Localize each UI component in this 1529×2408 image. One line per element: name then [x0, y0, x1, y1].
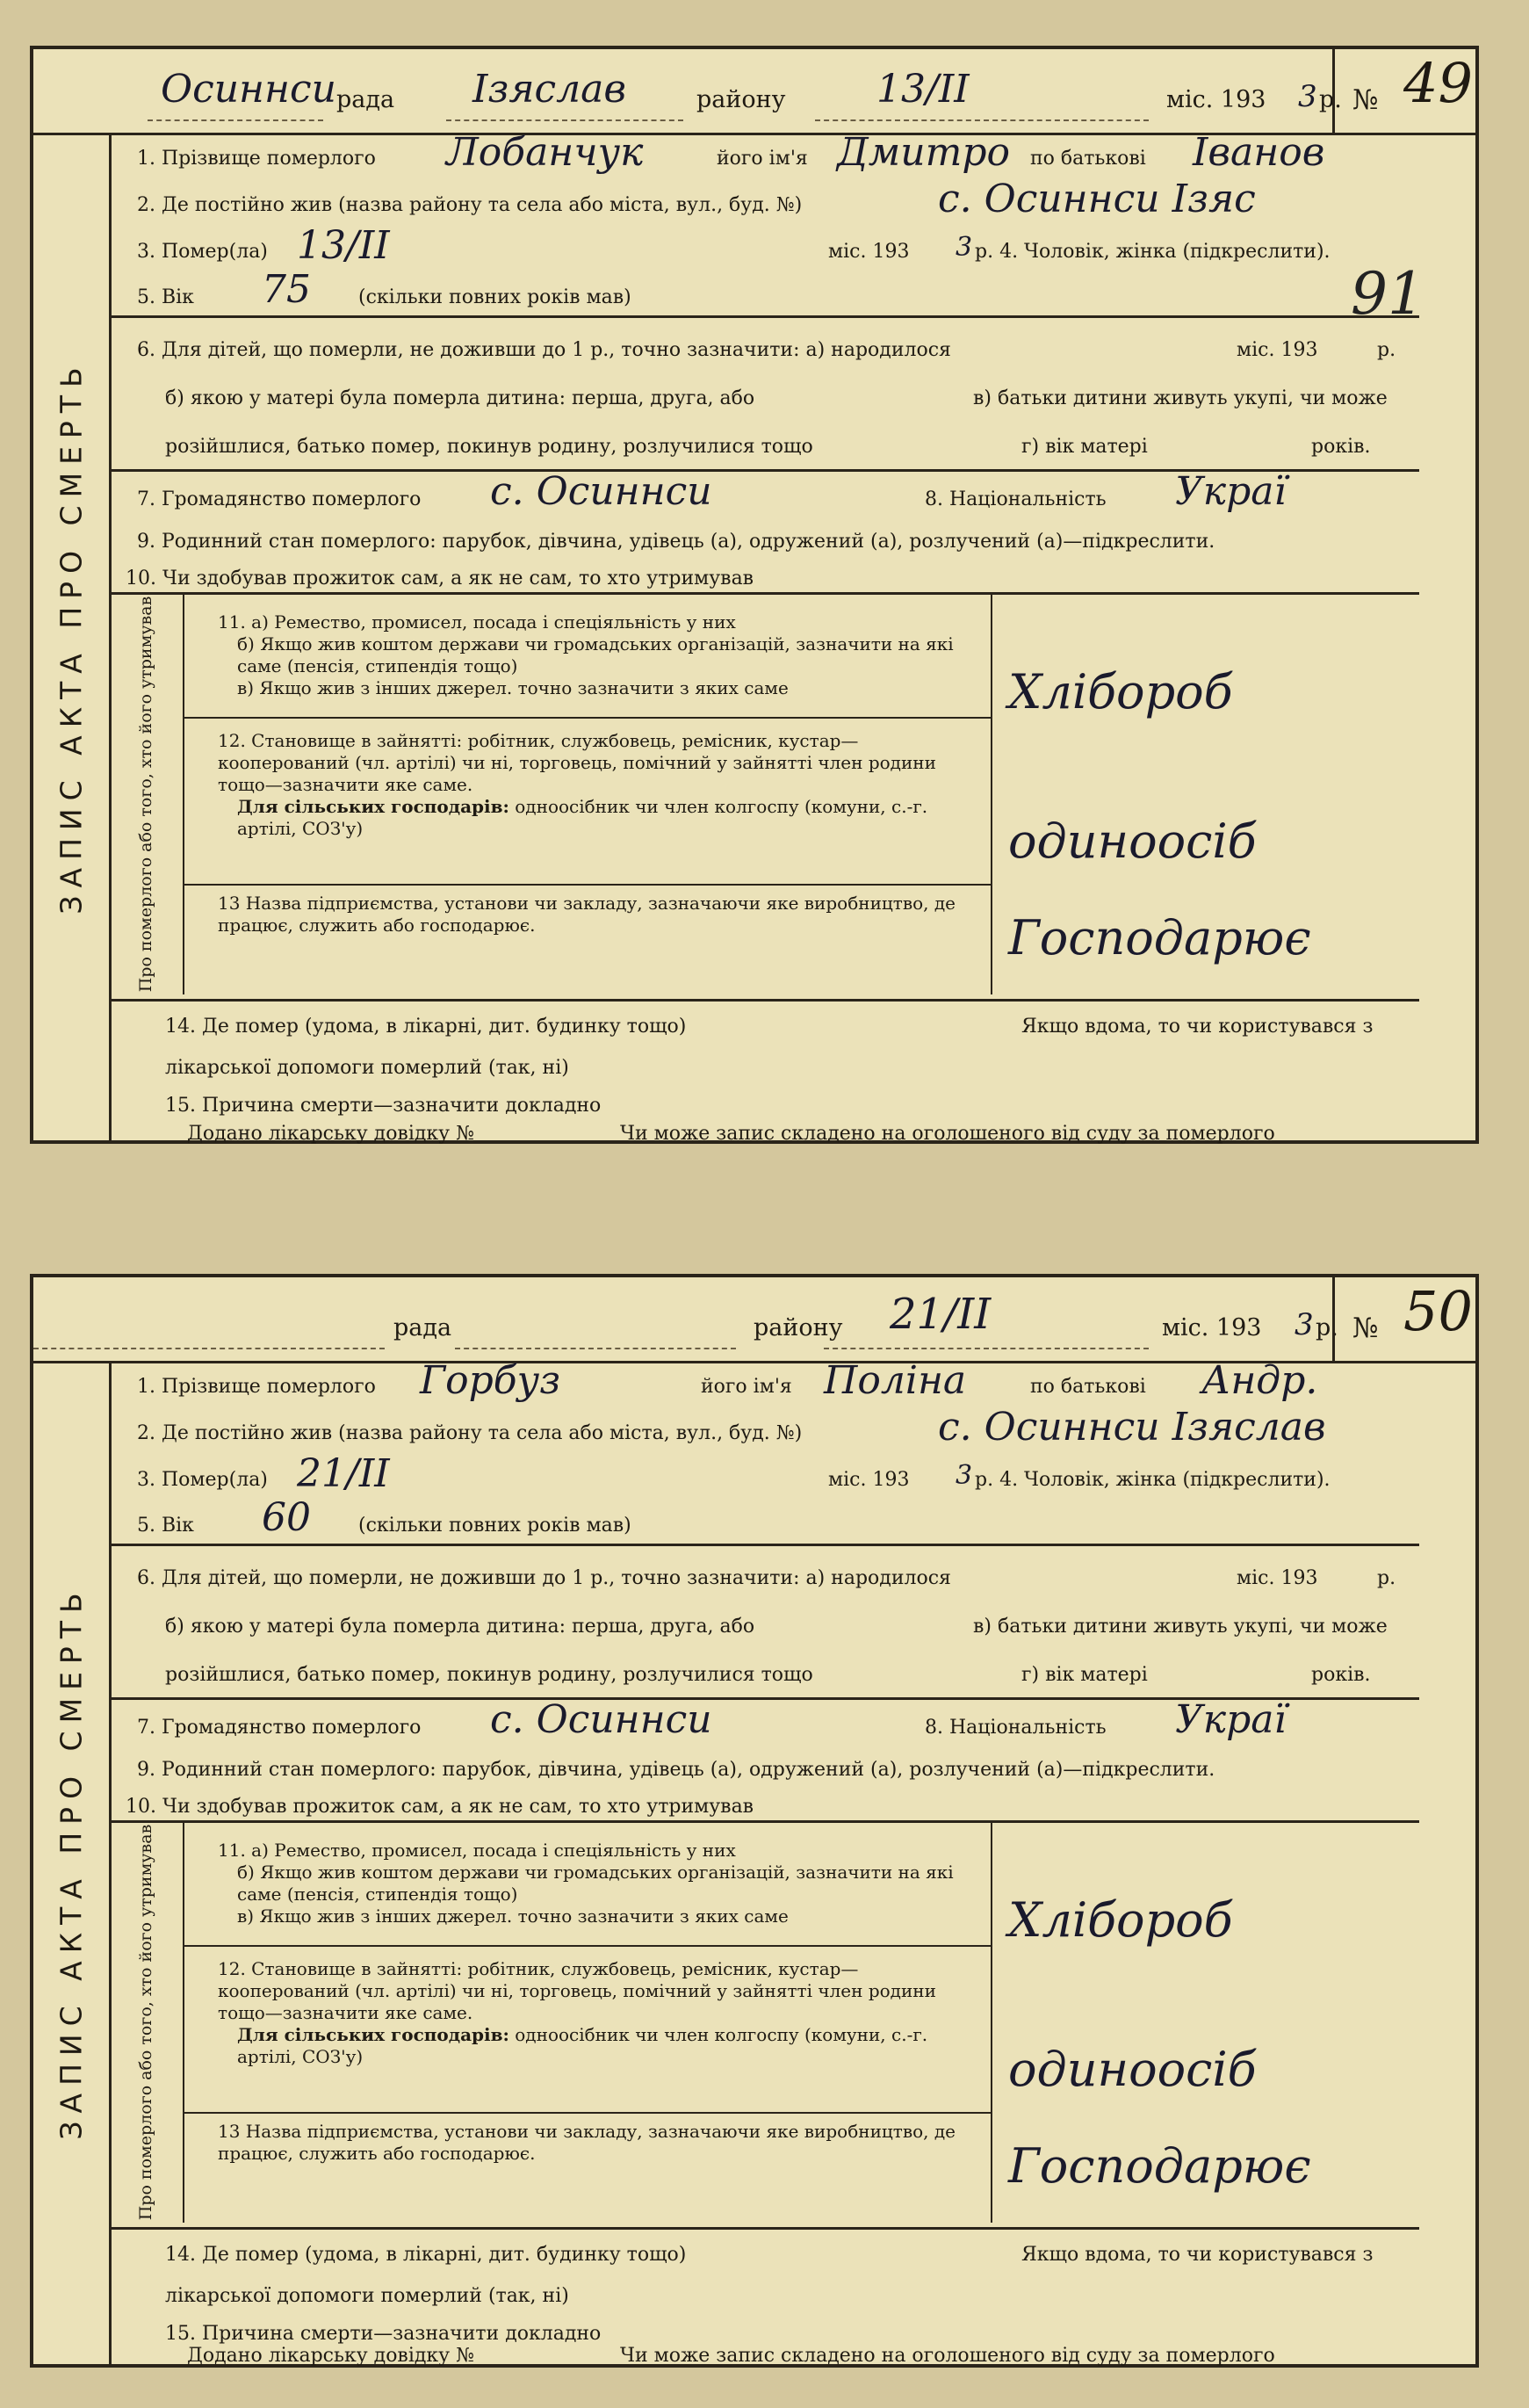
q8-label: 8. Національність: [925, 488, 1107, 510]
q6c-label: розійшлися, батько помер, покинув родину, розлучилися тощо: [165, 436, 813, 458]
q9-label-2: 9. Родинний стан померлого: парубок, дівчина, удівець (а), одружений (а), розлучений (а)—підкреслити.: [137, 1759, 1215, 1781]
q6a-label-2: 6. Для дітей, що померли, не доживши до 1 р., точно зазначити: а) народилося: [137, 1567, 951, 1589]
citizenship-value: с. Осиннси: [490, 469, 712, 514]
age-value-2: 60: [262, 1495, 311, 1540]
q5-hint-2: (скільки повних років мав): [358, 1515, 631, 1537]
death-date-value: 13/ІІ: [297, 223, 390, 268]
header-date-2: 21/ІІ: [890, 1290, 992, 1339]
q8-label-2: 8. Національність: [925, 1717, 1107, 1739]
q3-month-label: міс. 193: [828, 241, 910, 263]
q9-label: 9. Родинний стан померлого: парубок, дівчина, удівець (а), одружений (а), розлучений (а)—підкреслити.: [137, 531, 1215, 553]
q6c-mother-age-label-2: г) вік матері: [1021, 1664, 1148, 1686]
q6c-years-label-2: років.: [1311, 1664, 1371, 1686]
q6b-label: б) якою у матері була померла дитина: перша, друга, або: [165, 387, 755, 409]
archive-stamp-mark: 91: [1351, 260, 1424, 328]
q4-label: р. 4. Чоловік, жінка (підкреслити).: [975, 241, 1331, 263]
year-suffix: р.: [1319, 86, 1342, 113]
nationality-value-2: Украї: [1175, 1697, 1287, 1742]
occupation-value-2: Хлібороб: [1008, 1892, 1233, 1948]
side-title-2: ЗАПИС АКТА ПРО СМЕРТЬ: [54, 1585, 89, 2140]
q1-patronymic-label: по батькові: [1030, 148, 1146, 170]
year-suffix-2: р.: [1316, 1314, 1338, 1341]
side-title-strip: [33, 133, 112, 1140]
q6b-parents-label-2: в) батьки дитини живуть укупі, чи може: [973, 1616, 1388, 1638]
raion-label: району: [696, 86, 786, 113]
q4-label-2: р. 4. Чоловік, жінка (підкреслити).: [975, 1469, 1331, 1491]
q1-patronymic-label-2: по батькові: [1030, 1376, 1146, 1398]
patronymic-value: Іванов: [1193, 130, 1325, 175]
q12-text-2: 12. Становище в зайнятті: робітник, службовець, ремісник, кустар—кооперований (чл. артілі) чи ні, торговець, помічний у зайнятті член родини тощо—зазначити яке саме. Для сільських господарів: одноосібник чи член колгоспу (комуни, с.-г. артілі, СОЗ'у): [218, 1958, 936, 2067]
rada-value: Осиннси: [161, 67, 336, 112]
header-date: 13/ІІ: [876, 67, 970, 112]
q6c-years-label: років.: [1311, 436, 1371, 458]
status-value-2: одиноосіб: [1008, 2042, 1257, 2097]
number-label-2: №: [1352, 1312, 1379, 1344]
q3-label-2: 3. Помер(ла): [137, 1469, 268, 1491]
nationality-value: Украї: [1175, 469, 1287, 514]
side-title-strip-2: [33, 1361, 112, 2364]
citizenship-value-2: с. Осиннси: [490, 1697, 712, 1742]
occupation-value: Хлібороб: [1008, 664, 1233, 720]
q14-medical-label: лікарської допомоги померлий (так, ні): [165, 1057, 569, 1079]
q6b-label-2: б) якою у матері була померла дитина: перша, друга, або: [165, 1616, 755, 1638]
patronymic-value-2: Андр.: [1201, 1358, 1318, 1403]
month-label-2: міс. 193: [1162, 1314, 1262, 1341]
side-title: ЗАПИС АКТА ПРО СМЕРТЬ: [54, 358, 89, 915]
q13-text: 13 Назва підприємства, установи чи закладу, зазначаючи яке виробництво, де працює, служить або господарює.: [218, 893, 956, 936]
q3-month-label-2: міс. 193: [828, 1469, 910, 1491]
raion-value: Ізяслав: [472, 67, 627, 112]
q14-medical-label-2: лікарської допомоги померлий (так, ні): [165, 2285, 569, 2307]
q7-label-2: 7. Громадянство померлого: [137, 1717, 422, 1739]
q5-hint: (скільки повних років мав): [358, 286, 631, 308]
q1-name-label-2: його ім'я: [701, 1376, 792, 1398]
workplace-value: Господарює: [1008, 910, 1311, 965]
raion-label-2: району: [754, 1314, 843, 1341]
vertical-side-label-2: Про померлого або того, хто його утримував: [109, 1822, 184, 2223]
q3-year-digit: 3: [956, 232, 973, 263]
record-number-box-2: [1332, 1274, 1475, 1361]
q6c-mother-age-label: г) вік матері: [1021, 436, 1148, 458]
q6a-month-label: міс. 193: [1237, 339, 1318, 361]
q5-label-2: 5. Вік: [137, 1515, 194, 1537]
rada-label-2: рада: [393, 1314, 452, 1341]
q16-court-label: Чи може запис складено на оголошеного від суду за померлого: [620, 1123, 1275, 1145]
q1-name-label: його ім'я: [717, 148, 808, 170]
year-digit-2: 3: [1295, 1307, 1314, 1342]
q13-text-2: 13 Назва підприємства, установи чи закладу, зазначаючи яке виробництво, де працює, служить або господарює.: [218, 2121, 956, 2164]
death-record-form-49: [30, 46, 1479, 1144]
q1-label-2: 1. Прізвище померлого: [137, 1376, 376, 1398]
name-value-2: Поліна: [824, 1358, 967, 1403]
q11-text-2: 11. а) Ремество, промисел, посада і спеціяльність у них б) Якщо жив коштом держави чи громадських організацій, зазначити на які саме (пенсія, стипендія тощо) в) Якщо жив з інших джерел. точно зазначити з яких саме: [218, 1840, 954, 1927]
month-label: міс. 193: [1166, 86, 1266, 113]
q3-label: 3. Помер(ла): [137, 241, 268, 263]
q7-label: 7. Громадянство померлого: [137, 488, 422, 510]
q3-year-digit-2: 3: [956, 1460, 973, 1491]
number-label: №: [1352, 84, 1379, 116]
record-number-box: [1332, 46, 1475, 133]
q14-home-label-2: Якщо вдома, то чи користувався з: [1021, 2244, 1374, 2266]
q6b-parents-label: в) батьки дитини живуть укупі, чи може: [973, 387, 1388, 409]
q11-text: 11. а) Ремество, промисел, посада і спеціяльність у них б) Якщо жив коштом держави чи громадських організацій, зазначити на які саме (пенсія, стипендія тощо) в) Якщо жив з інших джерел. точно зазначити з яких саме: [218, 611, 954, 698]
q14-label: 14. Де помер (удома, в лікарні, дит. будинку тощо): [165, 1016, 687, 1038]
surname-value-2: Горбуз: [420, 1358, 561, 1403]
q6a-year-label-2: р.: [1377, 1567, 1396, 1589]
q6c-label-2: розійшлися, батько помер, покинув родину, розлучилися тощо: [165, 1664, 813, 1686]
year-digit: 3: [1298, 79, 1317, 114]
record-number-2: 50: [1403, 1279, 1473, 1343]
q15-label: 15. Причина смерти—зазначити докладно: [165, 1095, 602, 1117]
q16-label: Додано лікарську довідку №: [187, 1123, 474, 1145]
name-value: Дмитро: [837, 130, 1010, 175]
q1-label: 1. Прізвище померлого: [137, 148, 376, 170]
surname-value: Лобанчук: [446, 130, 644, 175]
death-date-value-2: 21/ІІ: [297, 1451, 390, 1496]
status-value: одиноосіб: [1008, 814, 1257, 869]
q6a-year-label: р.: [1377, 339, 1396, 361]
q16-court-label-2: Чи може запис складено на оголошеного від суду за померлого: [620, 2345, 1275, 2367]
age-value: 75: [262, 267, 311, 312]
record-number: 49: [1403, 51, 1473, 115]
residence-value-2: с. Осиннси Ізяслав: [938, 1405, 1326, 1450]
workplace-value-2: Господарює: [1008, 2138, 1311, 2194]
q6a-month-label-2: міс. 193: [1237, 1567, 1318, 1589]
form-header: [33, 49, 1475, 135]
residence-value: с. Осиннси Ізяс: [938, 177, 1256, 221]
vertical-side-label: Про померлого або того, хто його утримував: [109, 594, 184, 994]
death-record-form-50: [30, 1274, 1479, 2368]
rada-label: рада: [336, 86, 395, 113]
q14-home-label: Якщо вдома, то чи користувався з: [1021, 1016, 1374, 1038]
q6a-label: 6. Для дітей, що померли, не доживши до 1 р., точно зазначити: а) народилося: [137, 339, 951, 361]
q16-label-2: Додано лікарську довідку №: [187, 2345, 474, 2367]
q2-label-2: 2. Де постійно жив (назва району та села або міста, вул., буд. №): [137, 1422, 803, 1444]
q10-label-2: 10. Чи здобував прожиток сам, а як не сам, то хто утримував: [126, 1796, 754, 1818]
q12-text: 12. Становище в зайнятті: робітник, службовець, ремісник, кустар—кооперований (чл. артілі) чи ні, торговець, помічний у зайнятті член родини тощо—зазначити яке саме. Для сільських господарів: одноосібник чи член колгоспу (комуни, с.-г. артілі, СОЗ'у): [218, 730, 936, 839]
q2-label: 2. Де постійно жив (назва району та села або міста, вул., буд. №): [137, 194, 803, 216]
q10-label: 10. Чи здобував прожиток сам, а як не сам, то хто утримував: [126, 568, 754, 589]
q14-label-2: 14. Де помер (удома, в лікарні, дит. будинку тощо): [165, 2244, 687, 2266]
q15-label-2: 15. Причина смерти—зазначити докладно: [165, 2323, 602, 2345]
form-header-2: [33, 1277, 1475, 1363]
q5-label: 5. Вік: [137, 286, 194, 308]
